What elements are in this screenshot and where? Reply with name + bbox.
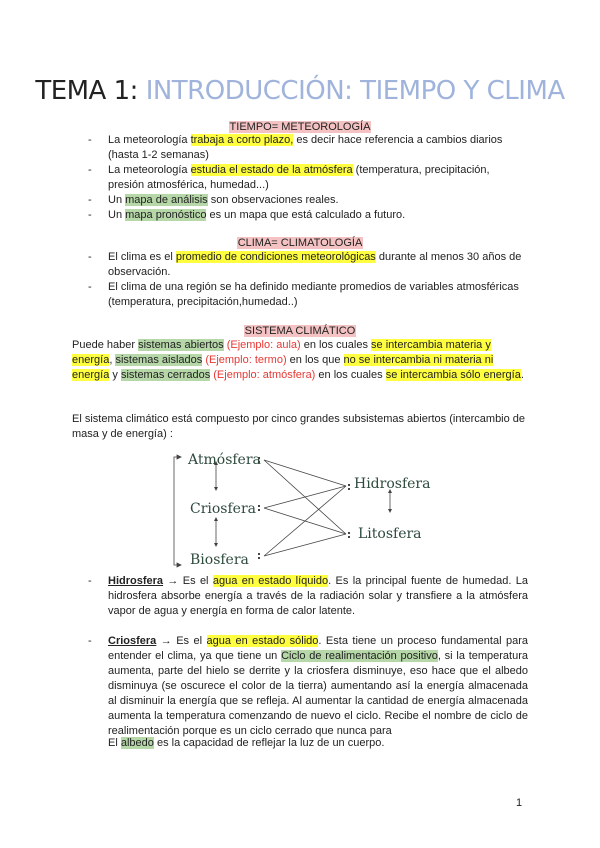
- section-heading-tiempo: TIEMPO= METEOROLOGÍA: [229, 121, 371, 133]
- list-item: - La meteorología estudia el estado de la atmósfera (temperatura, precipitación, presión atmosférica, humedad...): [88, 163, 528, 193]
- list-item: - Un mapa de análisis son observaciones reales.: [88, 193, 528, 208]
- title-part2: INTRODUCCIÓN: TIEMPO Y CLIMA: [145, 76, 565, 106]
- page-number: 1: [516, 797, 523, 809]
- list-item: - Un mapa pronóstico es un mapa que está calculado a futuro.: [88, 208, 528, 223]
- node-litosfera: Litosfera: [358, 526, 422, 542]
- title-part1: TEMA 1:: [35, 76, 138, 106]
- page-title: [0, 74, 600, 108]
- list-item-hidrosfera: - Hidrosfera → Es el agua en estado líquido. Es la principal fuente de humedad. La hidrosfera absorbe energía a través de la radiación solar y transfiere a la atmósfera vapor de agua y energía en forma de calor latente.: [88, 574, 528, 619]
- paragraph-sistemas: Puede haber sistemas abiertos (Ejemplo: aula) en los cuales se intercambia materia y energía, sistemas aislados (Ejemplo: termo) en los que no se intercambia ni materia ni energía y sistemas cerrados (Ejemplo: atmósfera) en los cuales se intercambia sólo energía.: [72, 339, 524, 381]
- list-subsistemas: [88, 574, 528, 739]
- node-hidrosfera: Hidrosfera: [354, 476, 431, 492]
- list-item: - El clima de una región se ha definido mediante promedios de variables atmosféricas (temperatura, precipitación,humedad..): [88, 280, 528, 310]
- list-item-criosfera: - Criosfera → Es el agua en estado sólido. Esta tiene un proceso fundamental para entender el clima, ya que tiene un Ciclo de realimentación positivo, si la temperatura aumenta, parte del hielo se derrite y la criosfera disminuye, eso hace que el albedo disminuya (se oscurece el color de la tierra) aumentando así la energía almacenada al disminuir la energía que se refleja. Al aumentar la cantidad de energía almacenada aumenta la temperatura comenzando de nuevo el ciclo. Recibe el nombre de ciclo de realimentación porque es un ciclo cerrado que nunca para: [88, 634, 528, 739]
- paragraph-albedo: El albedo es la capacidad de reflejar la luz de un cuerpo.: [108, 737, 385, 749]
- node-biosfera: Biosfera: [190, 552, 249, 568]
- list-item: - El clima es el promedio de condiciones meteorológicas durante al menos 30 años de observación.: [88, 250, 528, 280]
- section-heading-sistema: SISTEMA CLIMÁTICO: [244, 325, 356, 337]
- paragraph-subsistemas: El sistema climático está compuesto por cinco grandes subsistemas abiertos (intercambio de masa y de energía) :: [72, 413, 526, 440]
- node-criosfera: Criosfera: [190, 501, 257, 517]
- list-tiempo: [88, 133, 528, 223]
- node-atmosfera: Atmósfera: [188, 452, 261, 468]
- list-item: - La meteorología trabaja a corto plazo, es decir hace referencia a cambios diarios (hasta 1-2 semanas): [88, 133, 528, 163]
- section-heading-clima: CLIMA= CLIMATOLOGÍA: [237, 237, 363, 249]
- list-clima: [88, 250, 528, 310]
- subsystems-diagram: [160, 448, 431, 576]
